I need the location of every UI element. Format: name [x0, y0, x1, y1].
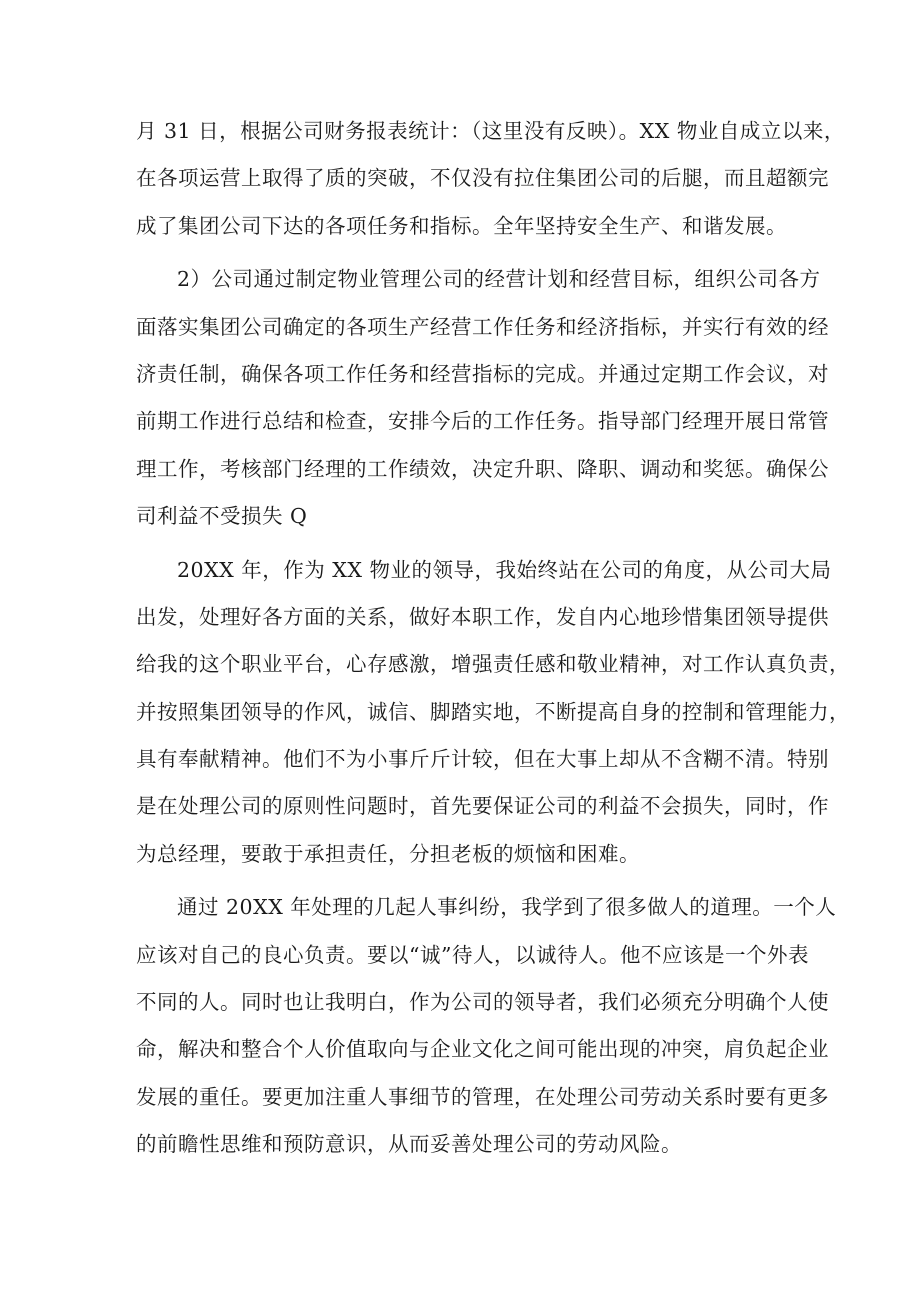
text-line: 命，解决和整合个人价值取向与企业文化之间可能出现的冲突，肩负起企业 — [136, 1037, 829, 1062]
text-line: 前期工作进行总结和检查，安排今后的工作任务。指导部门经理开展日常管 — [136, 409, 829, 434]
text-line: 面落实集团公司确定的各项生产经营工作任务和经济指标，并实行有效的经 — [136, 314, 829, 339]
text-line: 出发，处理好各方面的关系，做好本职工作，发自内心地珍惜集团领导提供 — [136, 604, 829, 629]
text-line: 的前瞻性思维和预防意识，从而妥善处理公司的劳动风险。 — [136, 1132, 682, 1157]
document-body — [136, 108, 850, 1169]
paragraph-2 — [136, 256, 829, 540]
text-line: 理工作，考核部门经理的工作绩效，决定升职、降职、调动和奖惩。确保公 — [136, 456, 829, 481]
text-line: 发展的重任。要更加注重人事细节的管理，在处理公司劳动关系时要有更多 — [136, 1084, 829, 1109]
text-line: 并按照集团领导的作风，诚信、脚踏实地，不断提高自身的控制和管理能力， — [136, 699, 850, 724]
text-line: 为总经理，要敢于承担责任，分担老板的烦恼和困难。 — [136, 841, 640, 866]
text-line: 在各项运营上取得了质的突破，不仅没有拉住集团公司的后腿，而且超额完 — [136, 166, 829, 191]
text-line: 应该对自己的良心负责。要以“诚”待人，以诚待人。他不应该是一个外表 — [136, 942, 809, 967]
text-line: 不同的人。同时也让我明白，作为公司的领导者，我们必须充分明确个人使 — [136, 990, 829, 1015]
paragraph-4 — [136, 884, 837, 1168]
text-line: 通过 20XX 年处理的几起人事纠纷，我学到了很多做人的道理。一个人 — [177, 895, 837, 920]
text-line: 月 31 日，根据公司财务报表统计：（这里没有反映）。XX 物业自成立以来， — [136, 119, 845, 143]
text-line: 成了集团公司下达的各项任务和指标。全年坚持安全生产、和谐发展。 — [136, 213, 787, 238]
text-line: 济责任制，确保各项工作任务和经营指标的完成。并通过定期工作会议，对 — [136, 361, 829, 386]
text-line: 20XX 年，作为 XX 物业的领导，我始终站在公司的角度，从公司大局 — [177, 557, 832, 582]
text-line: 具有奉献精神。他们不为小事斤斤计较，但在大事上却从不含糊不清。特别 — [136, 747, 829, 772]
text-line: 2）公司通过制定物业管理公司的经营计划和经营目标，组织公司各方 — [177, 267, 821, 292]
text-line: 司利益不受损失 Q — [136, 504, 308, 529]
paragraph-3 — [136, 547, 850, 879]
text-line: 是在处理公司的原则性问题时，首先要保证公司的利益不会损失，同时，作 — [136, 794, 829, 819]
paragraph-1 — [136, 108, 845, 250]
text-line: 给我的这个职业平台，心存感激，增强责任感和敬业精神，对工作认真负责， — [136, 652, 850, 677]
